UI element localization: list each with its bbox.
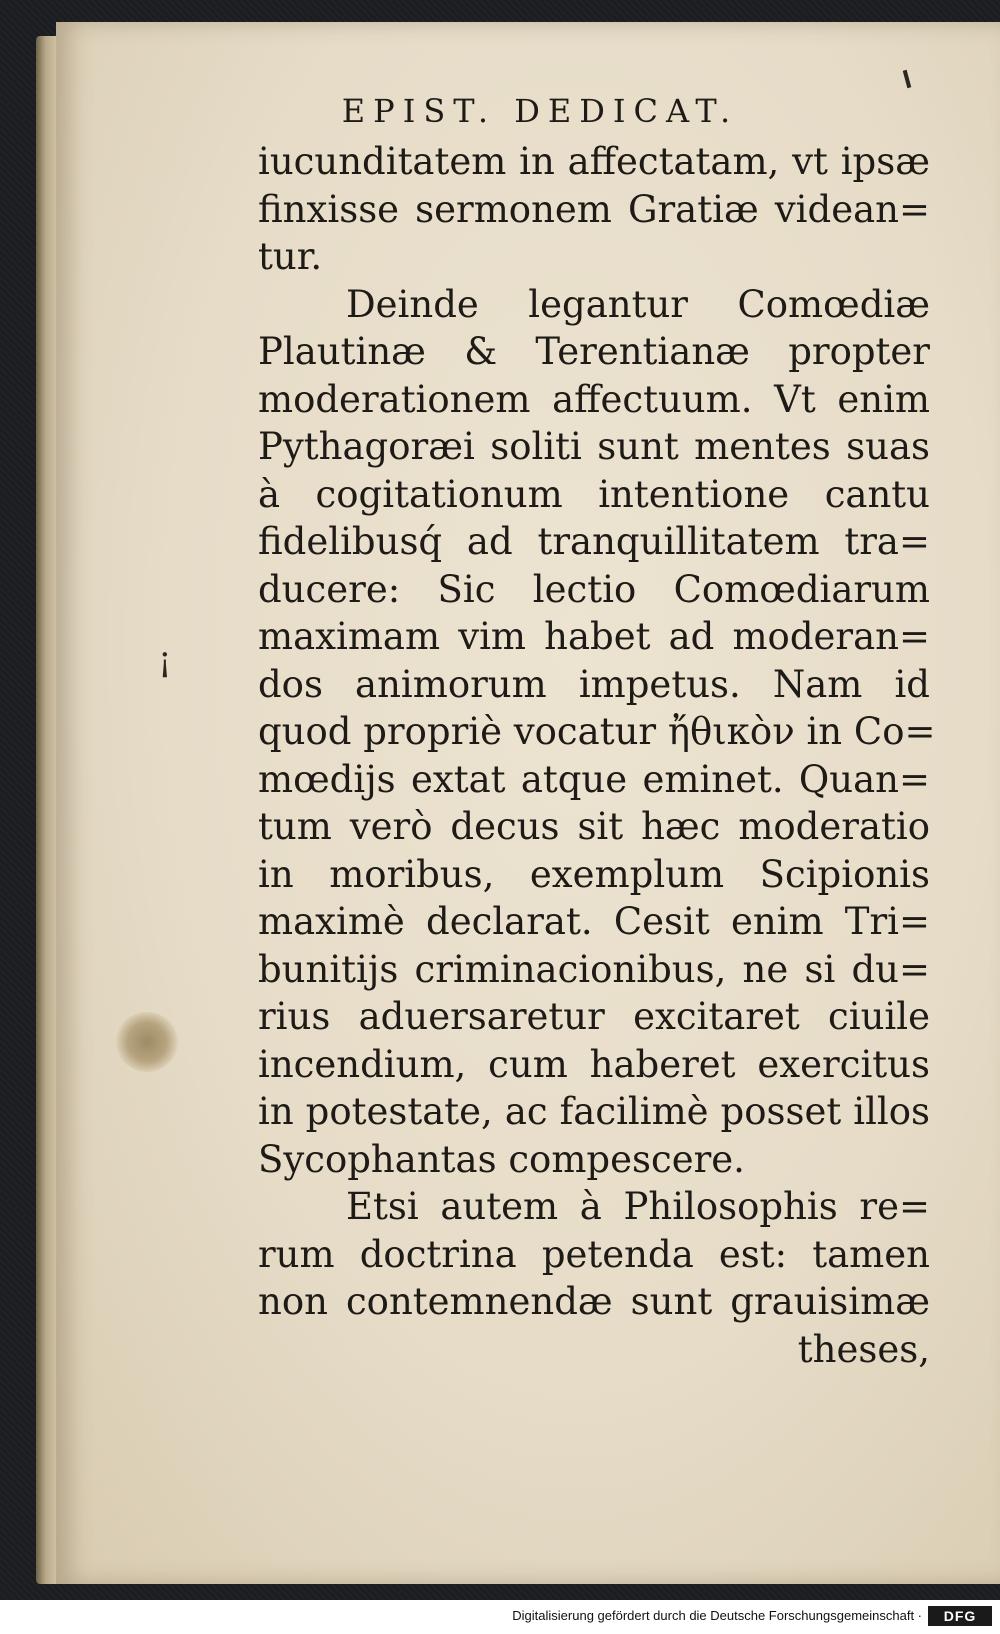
funding-credit: Digitalisierung gefördert durch die Deutsche Forschungsgemeinschaft · <box>512 1608 922 1623</box>
text-line: bunitijs criminacionibus, ne si du= <box>258 947 930 991</box>
running-head: EPIST. DEDICAT. <box>341 92 739 130</box>
text-line: iucunditatem in affectatam, vt ipsæ <box>258 140 930 183</box>
text-line: dos animorum impetus. Nam id <box>258 662 930 706</box>
text-line: tur. <box>258 235 323 278</box>
margin-mark: ¡ <box>158 640 172 680</box>
text-line: non contemnendæ sunt grauisimæ <box>258 1280 930 1323</box>
text-line: à cogitationum intentione cantu <box>258 472 930 516</box>
text-line: Deinde legantur Comœdiæ <box>346 282 930 326</box>
dfg-logo: DFG <box>928 1606 992 1626</box>
text-line: Plautinæ & Terentianæ propter <box>258 330 930 373</box>
text-line: quod propriè vocatur ἤθικὸν in Co= <box>258 710 936 753</box>
body-text <box>258 138 936 1373</box>
text-line: Pythagoræi soliti sunt mentes suas <box>258 425 930 468</box>
footer-bar <box>0 1600 1000 1634</box>
text-line: moderationem affectuum. Vt enim <box>258 377 930 421</box>
text-line: fidelibusq́ ad tranquillitatem tra= <box>258 520 930 563</box>
text-line: incendium, cum haberet exercitus <box>258 1042 930 1086</box>
text-line: mœdijs extat atque eminet. Quan= <box>258 757 930 801</box>
text-line: rum doctrina petenda est: tamen <box>258 1232 930 1276</box>
text-line: tum verò decus sit hæc moderatio <box>258 805 930 848</box>
text-line: maximè declarat. Cesit enim Tri= <box>258 900 930 943</box>
text-line: finxisse sermonem Gratiæ videan= <box>258 187 930 231</box>
paper-stain <box>116 1012 178 1072</box>
text-line: in moribus, exemplum Scipionis <box>258 852 930 896</box>
text-line: Etsi autem à Philosophis re= <box>346 1185 930 1228</box>
text-line: in potestate, ac facilimè posset illos <box>258 1090 930 1133</box>
text-line: rius aduersaretur excitaret ciuile <box>258 995 930 1038</box>
text-line: ducere: Sic lectio Comœdiarum <box>258 567 930 611</box>
catchword: theses, <box>797 1327 930 1371</box>
text-line: maximam vim habet ad moderan= <box>258 615 930 658</box>
text-line: Sycophantas compescere. <box>258 1137 745 1181</box>
